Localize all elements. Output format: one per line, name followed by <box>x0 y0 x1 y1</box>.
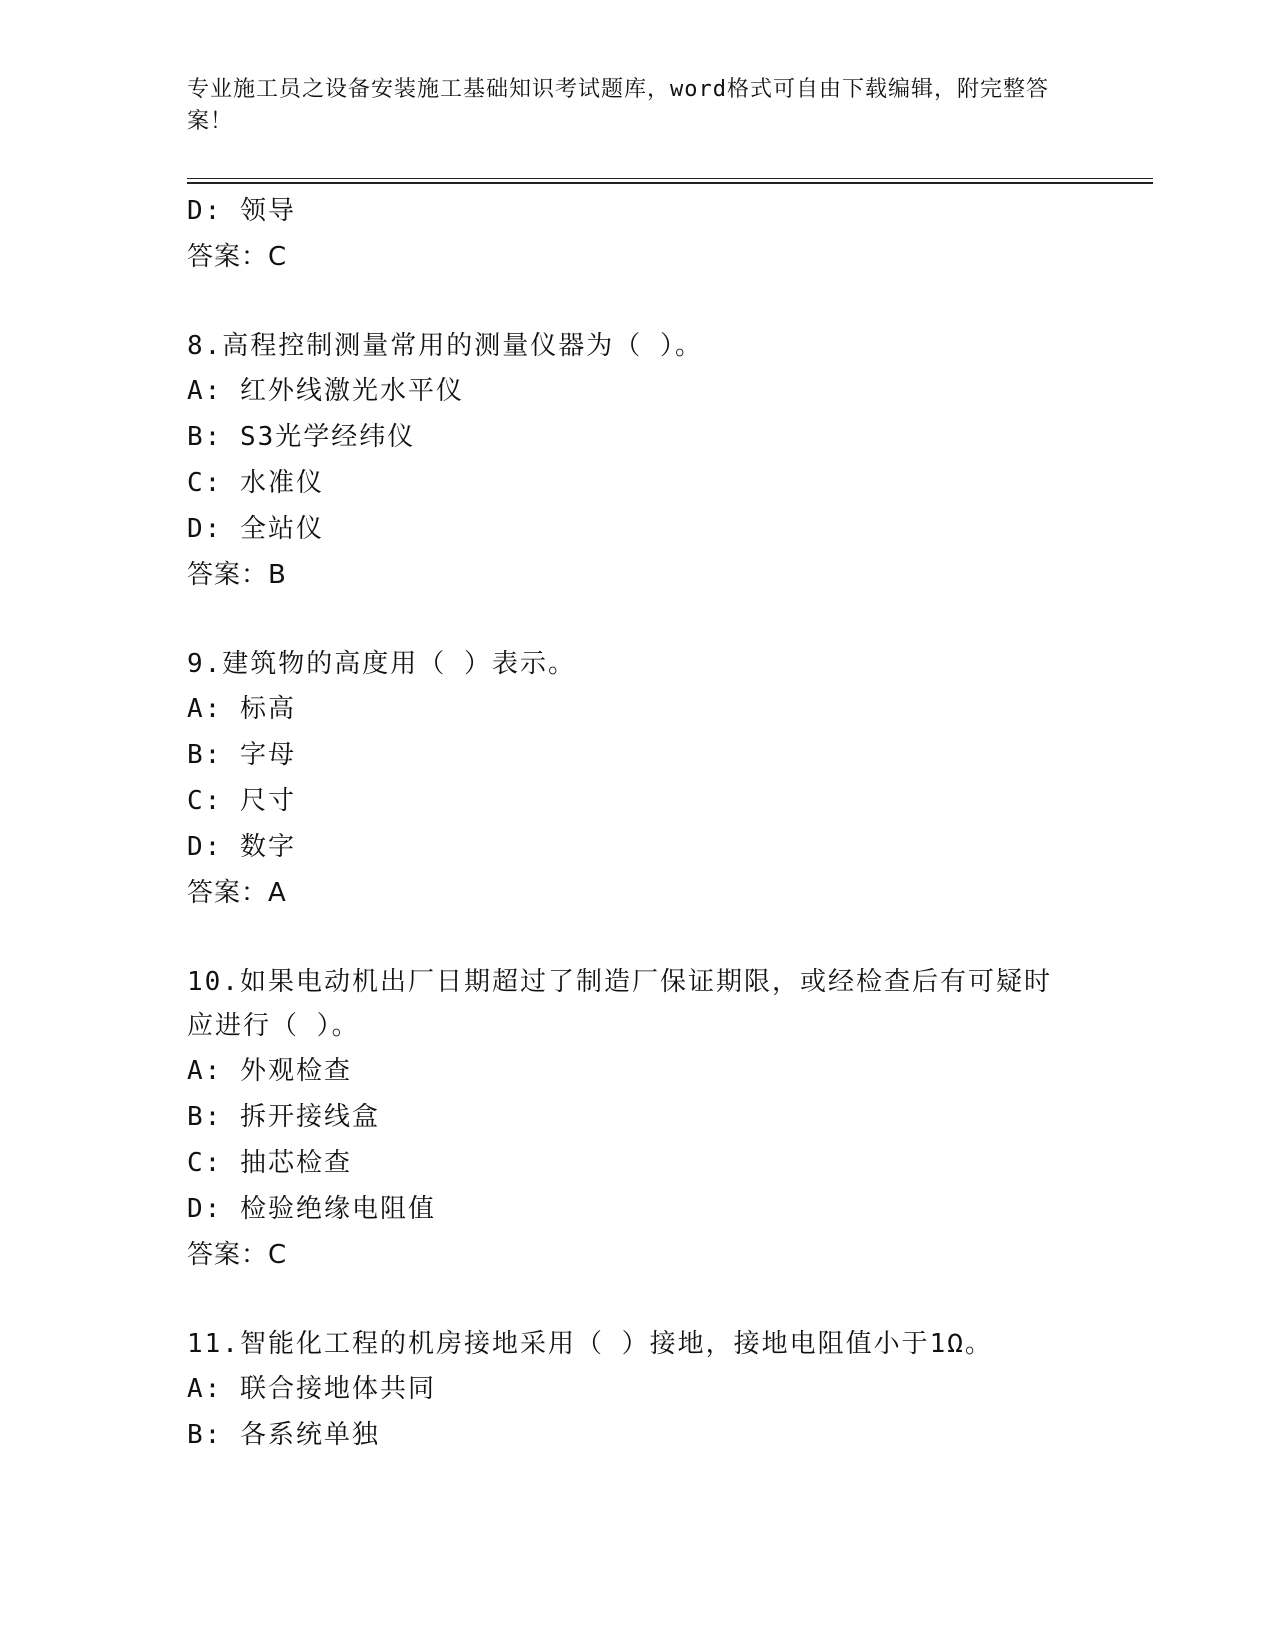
option-d: D: 全站仪 <box>187 514 324 544</box>
question-stem: 10.如果电动机出厂日期超过了制造厂保证期限，或经检查后有可疑时应进行（ ）。 <box>187 967 1052 1041</box>
document-header <box>187 74 1067 138</box>
answer: 答案：A <box>187 878 287 908</box>
option-c: C: 尺寸 <box>187 786 296 816</box>
option-a: A: 标高 <box>187 694 296 724</box>
option-b: B: S3光学经纬仪 <box>187 422 416 452</box>
question-8 <box>187 324 1153 598</box>
option-b: B: 字母 <box>187 740 296 770</box>
option-c: C: 水准仪 <box>187 468 324 498</box>
answer: 答案：C <box>187 1240 288 1270</box>
header-divider-thin <box>187 178 1153 179</box>
question-stem: 9.建筑物的高度用（ ）表示。 <box>187 649 576 679</box>
header-divider-thick <box>187 182 1153 184</box>
spacer <box>187 280 1153 324</box>
header-title: 专业施工员之设备安装施工基础知识考试题库，word格式可自由下载编辑，附完整答案！ <box>187 77 1049 134</box>
option-b: B: 拆开接线盒 <box>187 1102 380 1132</box>
answer: 答案：B <box>187 560 287 590</box>
question-10 <box>187 960 1153 1278</box>
question-list <box>187 188 1153 1458</box>
question-stem: 11.智能化工程的机房接地采用（ ）接地，接地电阻值小于1Ω。 <box>187 1329 993 1359</box>
option-b: B: 各系统单独 <box>187 1420 380 1450</box>
option-a: A: 红外线激光水平仪 <box>187 376 464 406</box>
spacer <box>187 1278 1153 1322</box>
option-a: A: 外观检查 <box>187 1056 352 1086</box>
option-c: C: 抽芯检查 <box>187 1148 352 1178</box>
answer: 答案：C <box>187 242 288 272</box>
question-9 <box>187 642 1153 916</box>
spacer <box>187 916 1153 960</box>
option-a: A: 联合接地体共同 <box>187 1374 436 1404</box>
option-d: D: 检验绝缘电阻值 <box>187 1194 436 1224</box>
question-11 <box>187 1322 1153 1458</box>
option-d: D: 领导 <box>187 196 296 226</box>
question-stem: 8.高程控制测量常用的测量仪器为（ ）。 <box>187 331 703 361</box>
spacer <box>187 598 1153 642</box>
option-d: D: 数字 <box>187 832 296 862</box>
